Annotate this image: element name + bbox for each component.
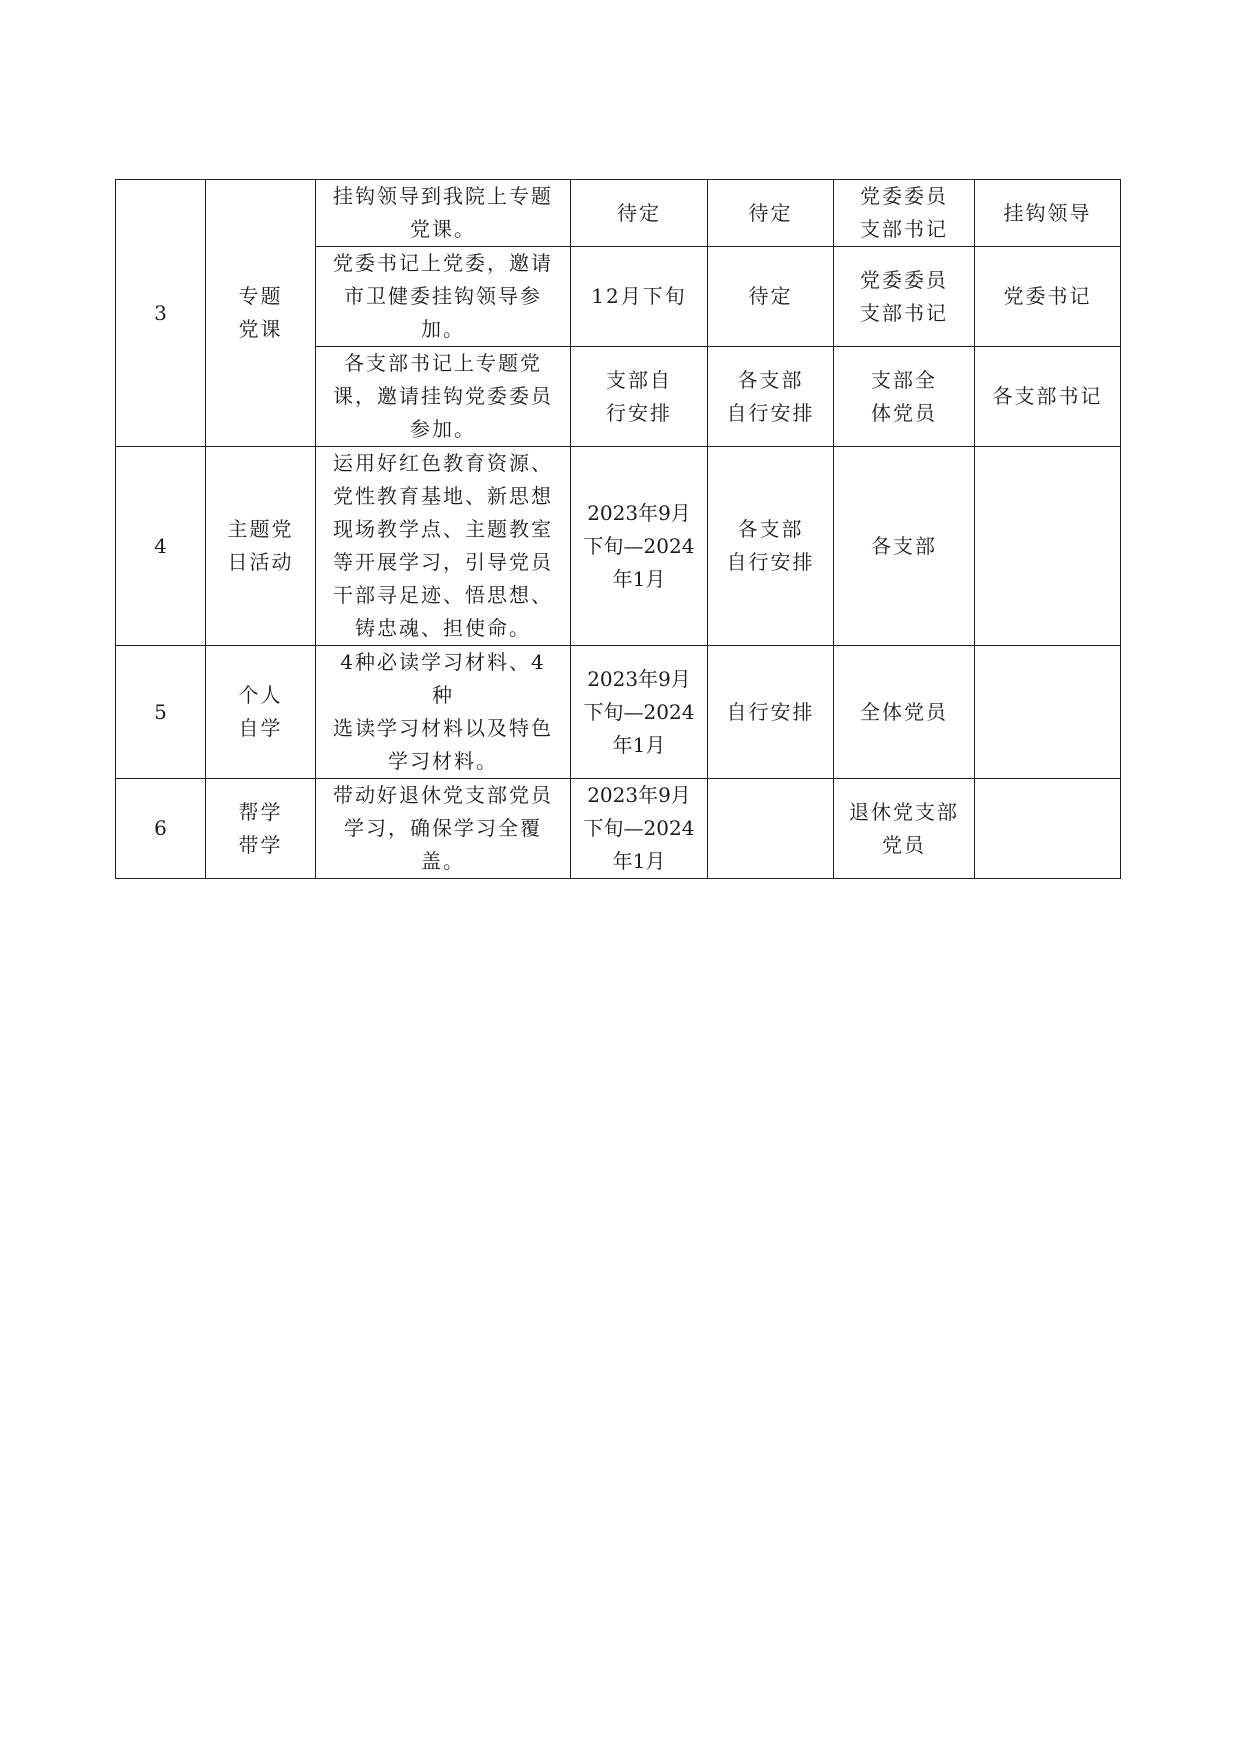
row-participants: 党委委员 支部书记 [834,247,975,347]
row-place: 自行安排 [708,646,834,779]
row-content: 挂钩领导到我院上专题 党课。 [316,180,571,247]
row-participants: 党委委员 支部书记 [834,180,975,247]
row-content: 运用好红色教育资源、 党性教育基地、新思想 现场教学点、主题教室 等开展学习，引导党员 干部寻足迹、悟思想、 铸忠魂、担使命。 [316,447,571,646]
table-row [116,646,1121,779]
row-content: 带动好退休党支部党员 学习，确保学习全覆 盖。 [316,779,571,879]
row-place: 各支部 自行安排 [708,447,834,646]
row-time: 待定 [571,180,708,247]
row-time: 12月下旬 [571,247,708,347]
row-participants: 退休党支部 党员 [834,779,975,879]
row-participants: 全体党员 [834,646,975,779]
table-row [116,180,1121,247]
row-category: 帮学 带学 [206,779,316,879]
row-time: 2023年9月 下旬—2024 年1月 [571,447,708,646]
row-place: 各支部 自行安排 [708,347,834,447]
row-time: 2023年9月 下旬—2024 年1月 [571,646,708,779]
row-participants: 支部全 体党员 [834,347,975,447]
row-time: 支部自 行安排 [571,347,708,447]
table-row [116,447,1121,646]
row-responsible: 挂钩领导 [975,180,1121,247]
row-time: 2023年9月 下旬—2024 年1月 [571,779,708,879]
row-category: 个人 自学 [206,646,316,779]
row-number: 3 [116,180,206,447]
row-responsible: 党委书记 [975,247,1121,347]
row-place: 待定 [708,180,834,247]
row-content: 4种必读学习材料、4种 选读学习材料以及特色 学习材料。 [316,646,571,779]
row-participants: 各支部 [834,447,975,646]
row-place: 待定 [708,247,834,347]
row-responsible: 各支部书记 [975,347,1121,447]
row-number: 5 [116,646,206,779]
row-category: 主题党 日活动 [206,447,316,646]
row-content: 党委书记上党委，邀请 市卫健委挂钩领导参 加。 [316,247,571,347]
row-responsible [975,779,1121,879]
row-responsible [975,447,1121,646]
row-responsible [975,646,1121,779]
study-plan-table [115,179,1121,879]
row-place [708,779,834,879]
row-number: 4 [116,447,206,646]
row-category: 专题 党课 [206,180,316,447]
row-number: 6 [116,779,206,879]
table-row [116,779,1121,879]
row-content: 各支部书记上专题党 课，邀请挂钩党委委员 参加。 [316,347,571,447]
